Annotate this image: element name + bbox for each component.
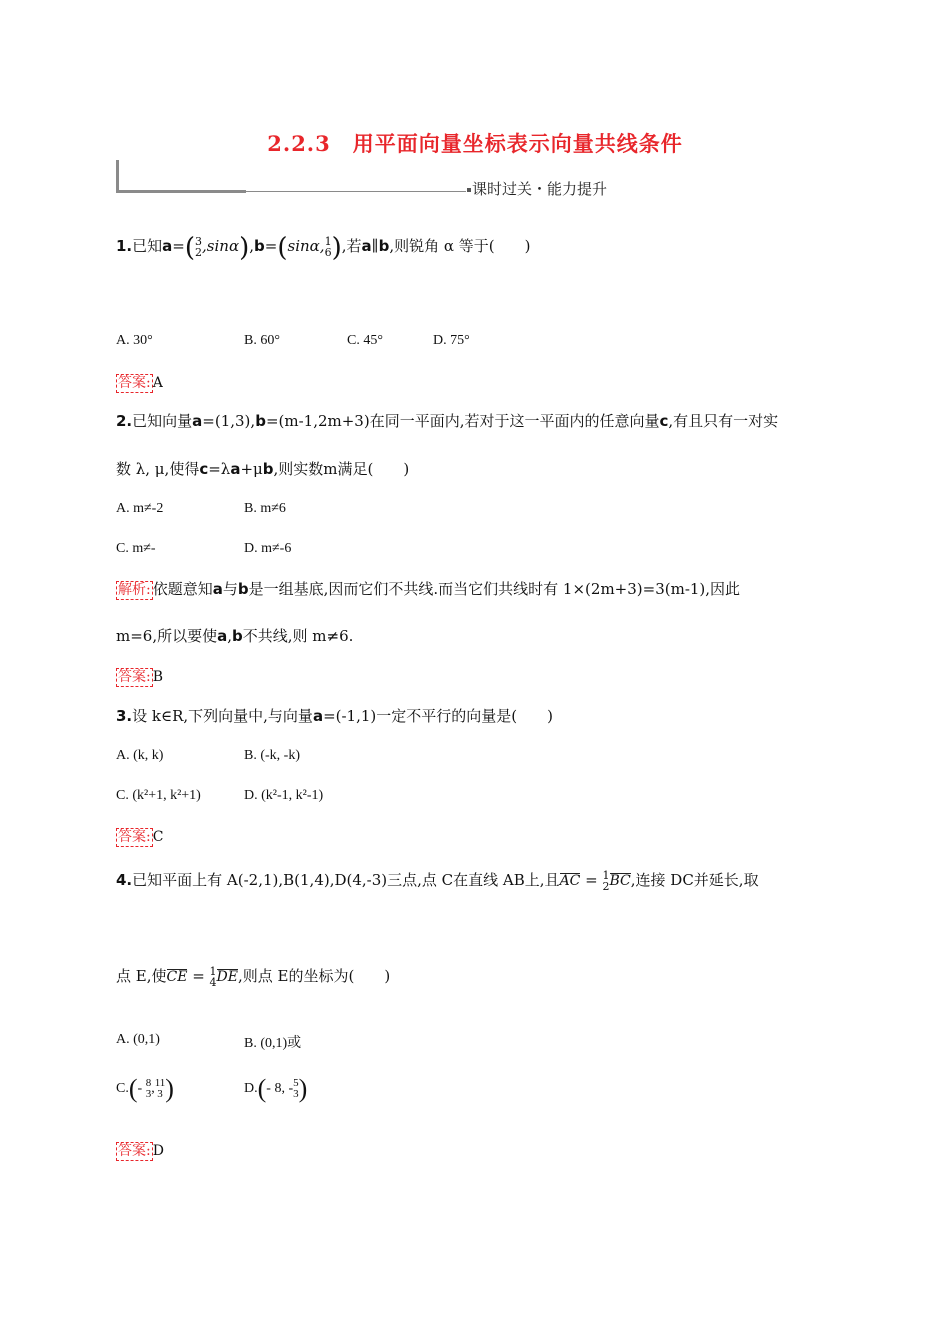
answer-tag: 答案: [118,375,151,391]
section-label: 课时过关・能力提升 [467,178,607,199]
q2-option-a: A. m≠-2 [116,501,164,516]
q3-option-d: D. (k²-1, k²-1) [244,788,324,803]
answer-tag: 答案: [118,829,151,845]
page-title: 2.2.3 用平面向量坐标表示向量共线条件 [267,131,683,156]
question-1: 1.已知a=( 3 2 ,sinα),b=(sinα, 1 6 ),若a∥b,则锐角 α 等于( ) [116,233,531,263]
analysis-tag: 解析: [118,582,151,598]
q2-analysis-line-1: 解析: 依题意知a与b是一组基底,因而它们不共线.而当它们共线时有 1×(2m+3)=3(m-1),因此 [118,580,741,598]
fraction: 11 3 [154,1076,166,1100]
square-bullet-icon [467,188,471,192]
q1-option-d: D. 75° [433,333,470,348]
q1-option-a: A. 30° [116,333,153,348]
fraction: 5 3 [293,1076,299,1100]
vector-de: DE [216,969,238,985]
question-3: 3.设 k∈R,下列向量中,与向量a=(-1,1)一定不平行的向量是( ) [116,707,553,725]
answer-tag: 答案: [118,1143,151,1159]
q4-option-b: B. (0,1)或 [244,1036,302,1051]
header-rule [246,191,466,192]
q2-answer: 答案: B [118,669,164,685]
q2-option-b: B. m≠6 [244,501,286,516]
q4-answer: 答案: D [118,1143,164,1159]
q4-option-a: A. (0,1) [116,1032,160,1047]
q2-analysis-line-2: m=6,所以要使a,b不共线,则 m≠6. [116,627,354,645]
vector-bc: BC [609,873,631,889]
q3-option-c: C. (k²+1, k²+1) [116,788,201,803]
answer-tag: 答案: [118,669,151,685]
fraction: 1 4 [209,965,217,989]
q2-option-c: C. m≠- [116,541,156,556]
fraction: 8 3 [145,1076,152,1100]
q4-option-c: C.(- 8 3 , 11 3 ) [116,1074,174,1103]
question-2-line-1: 2.已知向量a=(1,3),b=(m-1,2m+3)在同一平面内,若对于这一平面内的任意向量c,有且只有一对实 [116,412,779,430]
q3-option-a: A. (k, k) [116,748,164,763]
question-4-line-1: 4.已知平面上有 A(-2,1),B(1,4),D(4,-3)三点,点 C在直线 AB上,且AC = 1 2 BC,连接 DC并延长,取 [116,869,759,893]
q3-option-b: B. (-k, -k) [244,748,300,763]
q4-option-d: D.(- 8, - 5 3 ) [244,1074,308,1103]
q1-answer: 答案: A [118,375,163,391]
fraction: 1 2 [602,869,610,893]
header-bracket-vertical [116,160,119,193]
q1-option-b: B. 60° [244,333,280,348]
vector-ac: AC [559,873,581,889]
fraction: 1 6 [324,235,332,259]
fraction: 3 2 [195,235,203,259]
header-bracket-horizontal [116,190,246,193]
vector-ce: CE [166,969,188,985]
question-4-line-2: 点 E,使CE = 1 4 DE,则点 E的坐标为( ) [116,965,391,989]
q2-option-d: D. m≠-6 [244,541,292,556]
question-2-line-2: 数 λ, μ,使得c=λa+μb,则实数m满足( ) [116,460,410,478]
q3-answer: 答案: C [118,829,164,845]
q1-option-c: C. 45° [347,333,383,348]
